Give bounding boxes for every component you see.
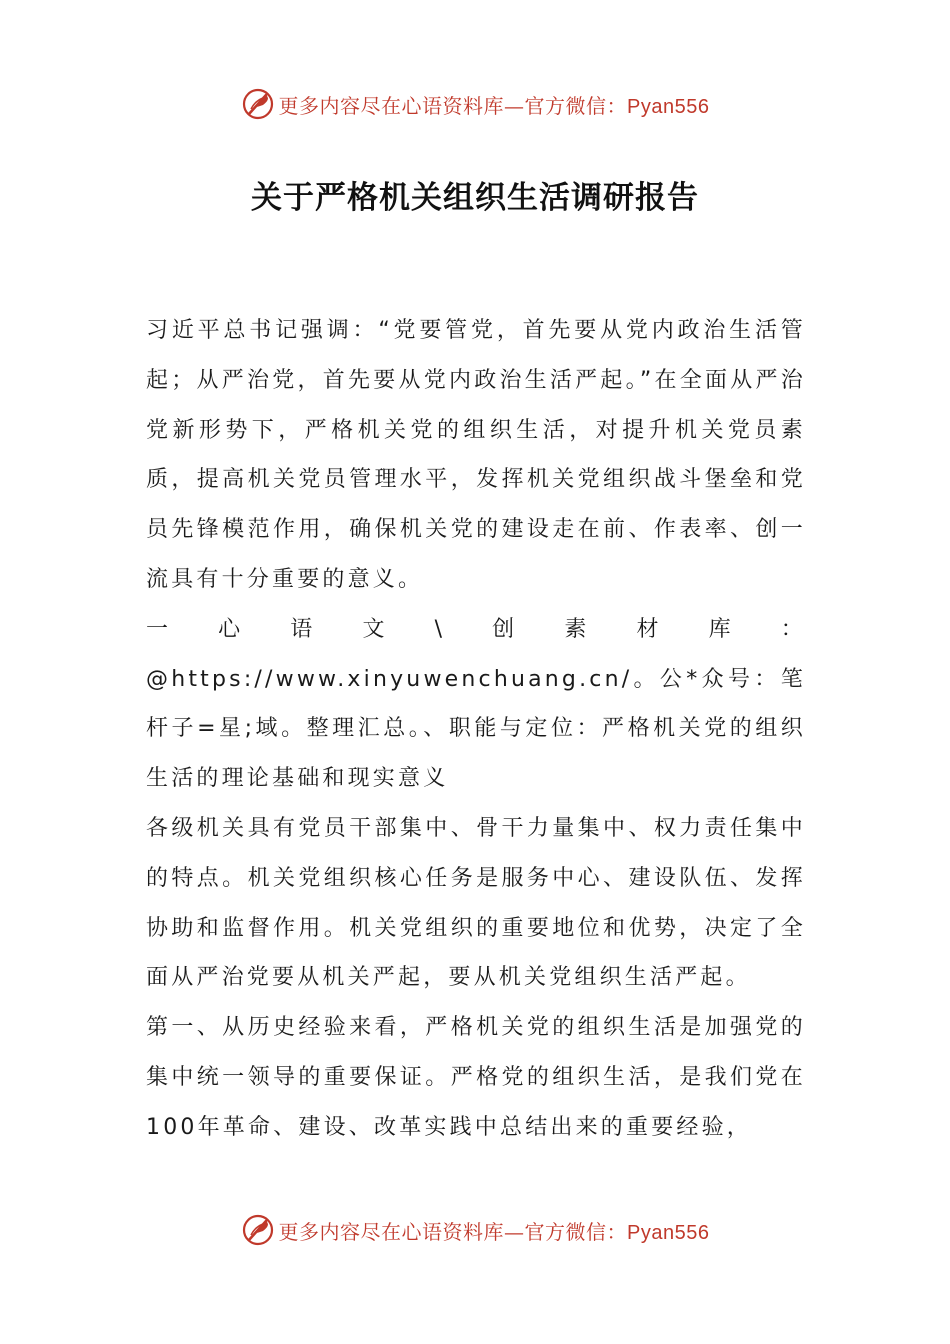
wechat-id: Pyan556 <box>627 95 710 118</box>
banner-label: 更多内容尽在心语资料库—官方微信： <box>278 1219 628 1244</box>
banner-label: 更多内容尽在心语资料库—官方微信： <box>278 93 628 118</box>
banner-text <box>279 90 710 119</box>
quill-logo-icon <box>241 87 275 121</box>
paragraph: 一心语文\创素材库：@https://www.xinyuwenchuang.cn/。公*众号：笔杆子=星;域。整理汇总。、职能与定位：严格机关党的组织生活的理论基础和现实意义 <box>146 616 806 792</box>
paragraph: 各级机关具有党员干部集中、骨干力量集中、权力责任集中的特点。机关党组织核心任务是服务中心、建设队伍、发挥协助和监督作用。机关党组织的重要地位和优势，决定了全面从严治党要从机关严起，要从机关党组织生活严起。 <box>146 815 806 991</box>
header-banner <box>0 84 950 124</box>
wechat-id: Pyan556 <box>627 1221 710 1244</box>
document-title: 关于严格机关组织生活调研报告 <box>251 180 699 216</box>
footer-banner <box>0 1210 950 1250</box>
paragraph: 第一、从历史经验来看，严格机关党的组织生活是加强党的集中统一领导的重要保证。严格党的组织生活，是我们党在100年革命、建设、改革实践中总结出来的重要经验， <box>146 1015 806 1140</box>
paragraph: 习近平总书记强调：“党要管党，首先要从党内政治生活管起；从严治党，首先要从党内政治生活严起。”在全面从严治党新形势下，严格机关党的组织生活，对提升机关党员素质，提高机关党员管理水平，发挥机关党组织战斗堡垒和党员先锋模范作用，确保机关党的建设走在前、作表率、创一流具有十分重要的意义。 <box>146 318 806 592</box>
banner-text <box>279 1216 710 1245</box>
document-body <box>146 306 806 1153</box>
quill-logo-icon <box>241 1213 275 1247</box>
